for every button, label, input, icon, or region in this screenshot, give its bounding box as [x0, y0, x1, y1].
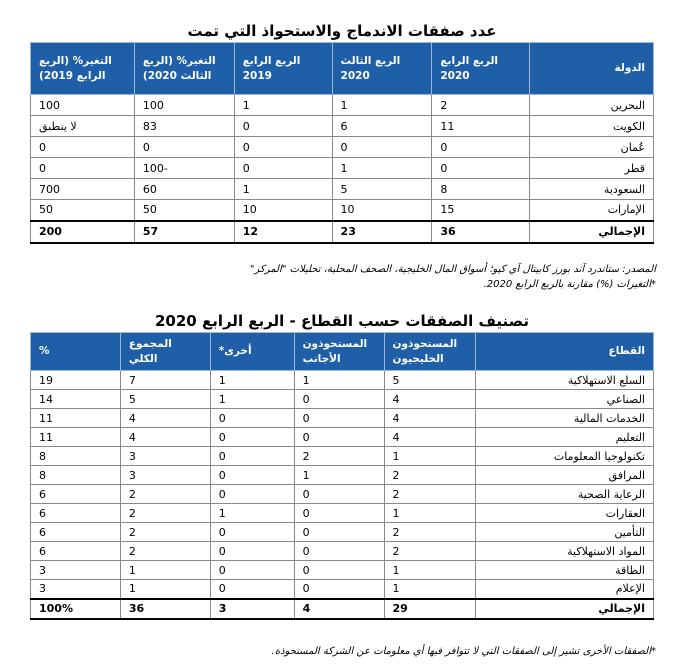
row-label: الإعلام [476, 580, 654, 599]
table-cell: 19 [31, 371, 121, 390]
row-label: عُمان [530, 137, 654, 158]
table-cell: 2 [120, 542, 210, 561]
table-cell: 1 [210, 371, 294, 390]
table-cell: 8 [432, 179, 530, 200]
table2-footnote: *الصفقات الأخرى تشير إلى الصفقات التي لا تتوافر فيها أي معلومات عن الشركة المستحوذة. [271, 646, 656, 657]
table-cell: 3 [120, 447, 210, 466]
sector-row [31, 485, 654, 504]
table-cell: 0 [234, 158, 332, 179]
table-cell: 1 [384, 447, 476, 466]
row-label: قطر [530, 158, 654, 179]
table-cell: 4 [384, 390, 476, 409]
sector-row [31, 371, 654, 390]
table-cell: 0 [294, 428, 384, 447]
row-label: التأمين [476, 523, 654, 542]
table1-title: عدد صفقات الاندماج والاستحواذ التي تمت [187, 22, 497, 40]
header-q3-2020: الربع الثالث 2020 [332, 43, 432, 95]
header-foreign-acquirers: المستحوذون الأجانب [294, 333, 384, 371]
table-cell: 3 [120, 466, 210, 485]
table-cell: 11 [31, 428, 121, 447]
row-label: الرعاية الصحية [476, 485, 654, 504]
header-gcc-acquirers: المستحوذون الخليجيون [384, 333, 476, 371]
total-cell: 36 [120, 599, 210, 619]
table-cell: 0 [210, 485, 294, 504]
table-cell: 50 [134, 200, 234, 221]
table-cell: 0 [294, 485, 384, 504]
table-cell: 2 [384, 542, 476, 561]
table-cell: 0 [31, 158, 135, 179]
table-cell: لا ينطبق [31, 116, 135, 137]
deals-by-sector-table [30, 332, 654, 620]
table-cell: 0 [432, 158, 530, 179]
table-cell: 5 [120, 390, 210, 409]
table-cell: 1 [332, 158, 432, 179]
table1-header-row [31, 43, 654, 95]
table-cell: 4 [120, 409, 210, 428]
total-row [31, 221, 654, 243]
table-cell: 4 [120, 428, 210, 447]
sector-row [31, 542, 654, 561]
sector-row [31, 561, 654, 580]
table-cell: 1 [384, 504, 476, 523]
table-cell: 1 [384, 561, 476, 580]
table-cell: 0 [294, 580, 384, 599]
sector-row [31, 428, 654, 447]
row-label: البحرين [530, 95, 654, 116]
row-label: الكويت [530, 116, 654, 137]
header-q4-2020: الربع الرابع 2020 [432, 43, 530, 95]
table-cell: 1 [234, 179, 332, 200]
table-cell: 0 [134, 137, 234, 158]
table-cell: 11 [31, 409, 121, 428]
row-label: الصناعي [476, 390, 654, 409]
table1-source: المصدر: ستاندرد آند بورز كابيتال آي كيو؛ أسواق المال الخليجية، الصحف المحلية، تحليلات "المركز" [249, 264, 656, 275]
country-row [31, 137, 654, 158]
total-cell: 100% [31, 599, 121, 619]
table-cell: 60 [134, 179, 234, 200]
table-cell: 0 [210, 523, 294, 542]
total-row [31, 599, 654, 619]
table-cell: 1 [120, 561, 210, 580]
table-cell: 3 [31, 561, 121, 580]
header-change-q4-2019: التغير% (الربع الرابع 2019) [31, 43, 135, 95]
total-cell: 4 [294, 599, 384, 619]
total-label: الإجمالي [476, 599, 654, 619]
table-cell: 6 [31, 485, 121, 504]
total-cell: 29 [384, 599, 476, 619]
table-cell: 6 [31, 523, 121, 542]
total-cell: 36 [432, 221, 530, 243]
table-cell: 8 [31, 466, 121, 485]
table-cell: 700 [31, 179, 135, 200]
table-cell: 1 [332, 95, 432, 116]
row-label: المرافق [476, 466, 654, 485]
table-cell: 0 [234, 137, 332, 158]
country-row [31, 179, 654, 200]
table-cell: 1 [210, 504, 294, 523]
table-cell: 2 [120, 485, 210, 504]
table-cell: 14 [31, 390, 121, 409]
sector-row [31, 504, 654, 523]
table-cell: 10 [234, 200, 332, 221]
country-row [31, 200, 654, 221]
table-cell: 0 [31, 137, 135, 158]
table-cell: 0 [210, 466, 294, 485]
table-cell: 0 [294, 409, 384, 428]
table-cell: 0 [210, 542, 294, 561]
table-cell: 0 [294, 504, 384, 523]
total-cell: 3 [210, 599, 294, 619]
total-cell: 200 [31, 221, 135, 243]
table-cell: 0 [210, 561, 294, 580]
row-label: الإمارات [530, 200, 654, 221]
row-label: السلع الاستهلاكية [476, 371, 654, 390]
table-cell: 2 [384, 466, 476, 485]
table-cell: 2 [432, 95, 530, 116]
row-label: العقارات [476, 504, 654, 523]
country-row [31, 116, 654, 137]
table-cell: 1 [294, 466, 384, 485]
table-cell: 100 [134, 95, 234, 116]
table-cell: 6 [31, 542, 121, 561]
table-cell: 83 [134, 116, 234, 137]
sector-row [31, 523, 654, 542]
header-country: الدولة [530, 43, 654, 95]
sector-row [31, 390, 654, 409]
header-others: أخرى* [210, 333, 294, 371]
header-sector: القطاع [476, 333, 654, 371]
table-cell: 5 [384, 371, 476, 390]
table-cell: 0 [210, 447, 294, 466]
table-cell: 1 [120, 580, 210, 599]
table-cell: 0 [234, 116, 332, 137]
deals-by-country-table [30, 42, 654, 244]
table-cell: 7 [120, 371, 210, 390]
table-cell: 1 [234, 95, 332, 116]
sector-row [31, 466, 654, 485]
table-cell: 1 [210, 390, 294, 409]
table-cell: 2 [120, 504, 210, 523]
table-cell: 11 [432, 116, 530, 137]
table2-header-row [31, 333, 654, 371]
table-cell: 15 [432, 200, 530, 221]
table-cell: 0 [210, 428, 294, 447]
table-cell: 2 [384, 523, 476, 542]
table-cell: 2 [120, 523, 210, 542]
table-cell: 4 [384, 428, 476, 447]
header-change-q3-2020: التغير% (الربع الثالث 2020) [134, 43, 234, 95]
table-cell: 0 [210, 580, 294, 599]
table-cell: 2 [294, 447, 384, 466]
header-grand-total: المجموع الكلي [120, 333, 210, 371]
row-label: تكنولوجيا المعلومات [476, 447, 654, 466]
sector-row [31, 409, 654, 428]
table-cell: 3 [31, 580, 121, 599]
table-cell: 0 [294, 542, 384, 561]
table-cell: 0 [294, 561, 384, 580]
table-cell: 0 [432, 137, 530, 158]
total-label: الإجمالي [530, 221, 654, 243]
header-percent: % [31, 333, 121, 371]
table-cell: 0 [332, 137, 432, 158]
table-cell: 10 [332, 200, 432, 221]
row-label: السعودية [530, 179, 654, 200]
country-row [31, 95, 654, 116]
table-cell: 0 [294, 523, 384, 542]
table-cell: 100 [31, 95, 135, 116]
table-cell: 6 [31, 504, 121, 523]
table-cell: 0 [210, 409, 294, 428]
sector-row [31, 447, 654, 466]
table-cell: 50 [31, 200, 135, 221]
table-cell: 1 [384, 580, 476, 599]
country-row [31, 158, 654, 179]
total-cell: 23 [332, 221, 432, 243]
table-cell: 5 [332, 179, 432, 200]
table-cell: 1 [294, 371, 384, 390]
header-q4-2019: الربع الرابع 2019 [234, 43, 332, 95]
table-cell: -100 [134, 158, 234, 179]
total-cell: 12 [234, 221, 332, 243]
table-cell: 6 [332, 116, 432, 137]
total-cell: 57 [134, 221, 234, 243]
table1-footnote: *التغيرات (%) مقارنة بالربع الرابع 2020. [483, 279, 656, 290]
table-cell: 0 [294, 390, 384, 409]
table-cell: 2 [384, 485, 476, 504]
row-label: التعليم [476, 428, 654, 447]
table-cell: 4 [384, 409, 476, 428]
sector-row [31, 580, 654, 599]
row-label: الطاقة [476, 561, 654, 580]
row-label: الخدمات المالية [476, 409, 654, 428]
row-label: المواد الاستهلاكية [476, 542, 654, 561]
table-cell: 8 [31, 447, 121, 466]
table2-title: تصنيف الصفقات حسب القطاع - الربع الرابع 2020 [154, 312, 530, 330]
